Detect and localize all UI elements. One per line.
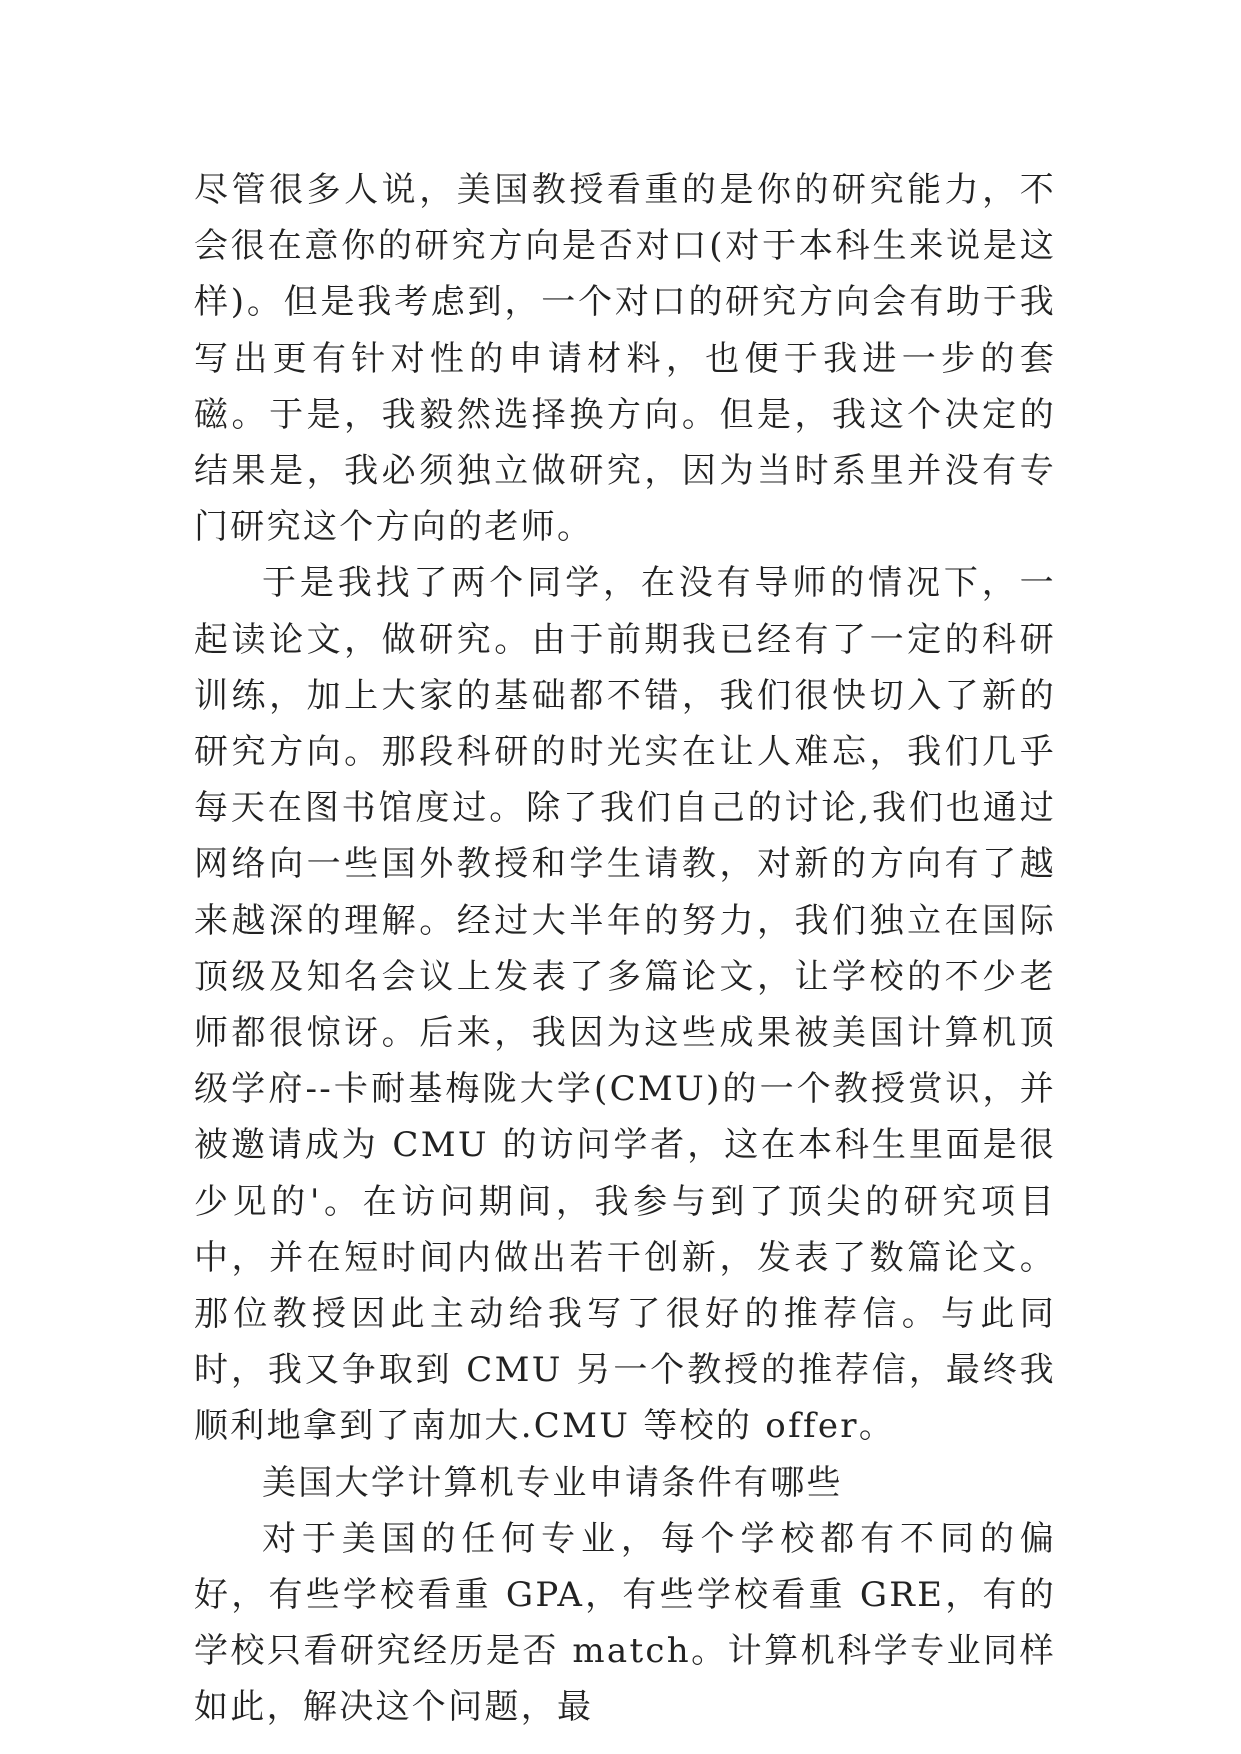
document-body — [194, 162, 1056, 1736]
paragraph-research-direction: 尽管很多人说，美国教授看重的是你的研究能力，不会很在意你的研究方向是否对口(对于本科生来说是这样)。但是我考虑到，一个对口的研究方向会有助于我写出更有针对性的申请材料，也便于我进一步的套磁。于是，我毅然选择换方向。但是，我这个决定的结果是，我必须独立做研究，因为当时系里并没有专门研究这个方向的老师。 — [194, 170, 1056, 548]
section-heading-application-requirements: 美国大学计算机专业申请条件有哪些 — [262, 1462, 843, 1503]
paragraph-school-preferences: 对于美国的任何专业，每个学校都有不同的偏好，有些学校看重 GPA，有些学校看重 GRE，有的学校只看研究经历是否 match。计算机科学专业同样如此，解决这个问题，最 — [194, 1518, 1056, 1728]
paragraph-independent-research: 于是我找了两个同学，在没有导师的情况下，一起读论文，做研究。由于前期我已经有了一定的科研训练，加上大家的基础都不错，我们很快切入了新的研究方向。那段科研的时光实在让人难忘，我们几乎每天在图书馆度过。除了我们自己的讨论,我们也通过网络向一些国外教授和学生请教，对新的方向有了越来越深的理解。经过大半年的努力，我们独立在国际顶级及知名会议上发表了多篇论文，让学校的不少老师都很惊讶。后来，我因为这些成果被美国计算机顶级学府--卡耐基梅陇大学(CMU)的一个教授赏识，并被邀请成为 CMU 的访问学者，这在本科生里面是很少见的'。在访问期间，我参与到了顶尖的研究项目中，并在短时间内做出若干创新，发表了数篇论文。那位教授因此主动给我写了很好的推荐信。与此同时，我又争取到 CMU 另一个教授的推荐信，最终我顺利地拿到了南加大.CMU 等校的 offer。 — [194, 563, 1056, 1447]
